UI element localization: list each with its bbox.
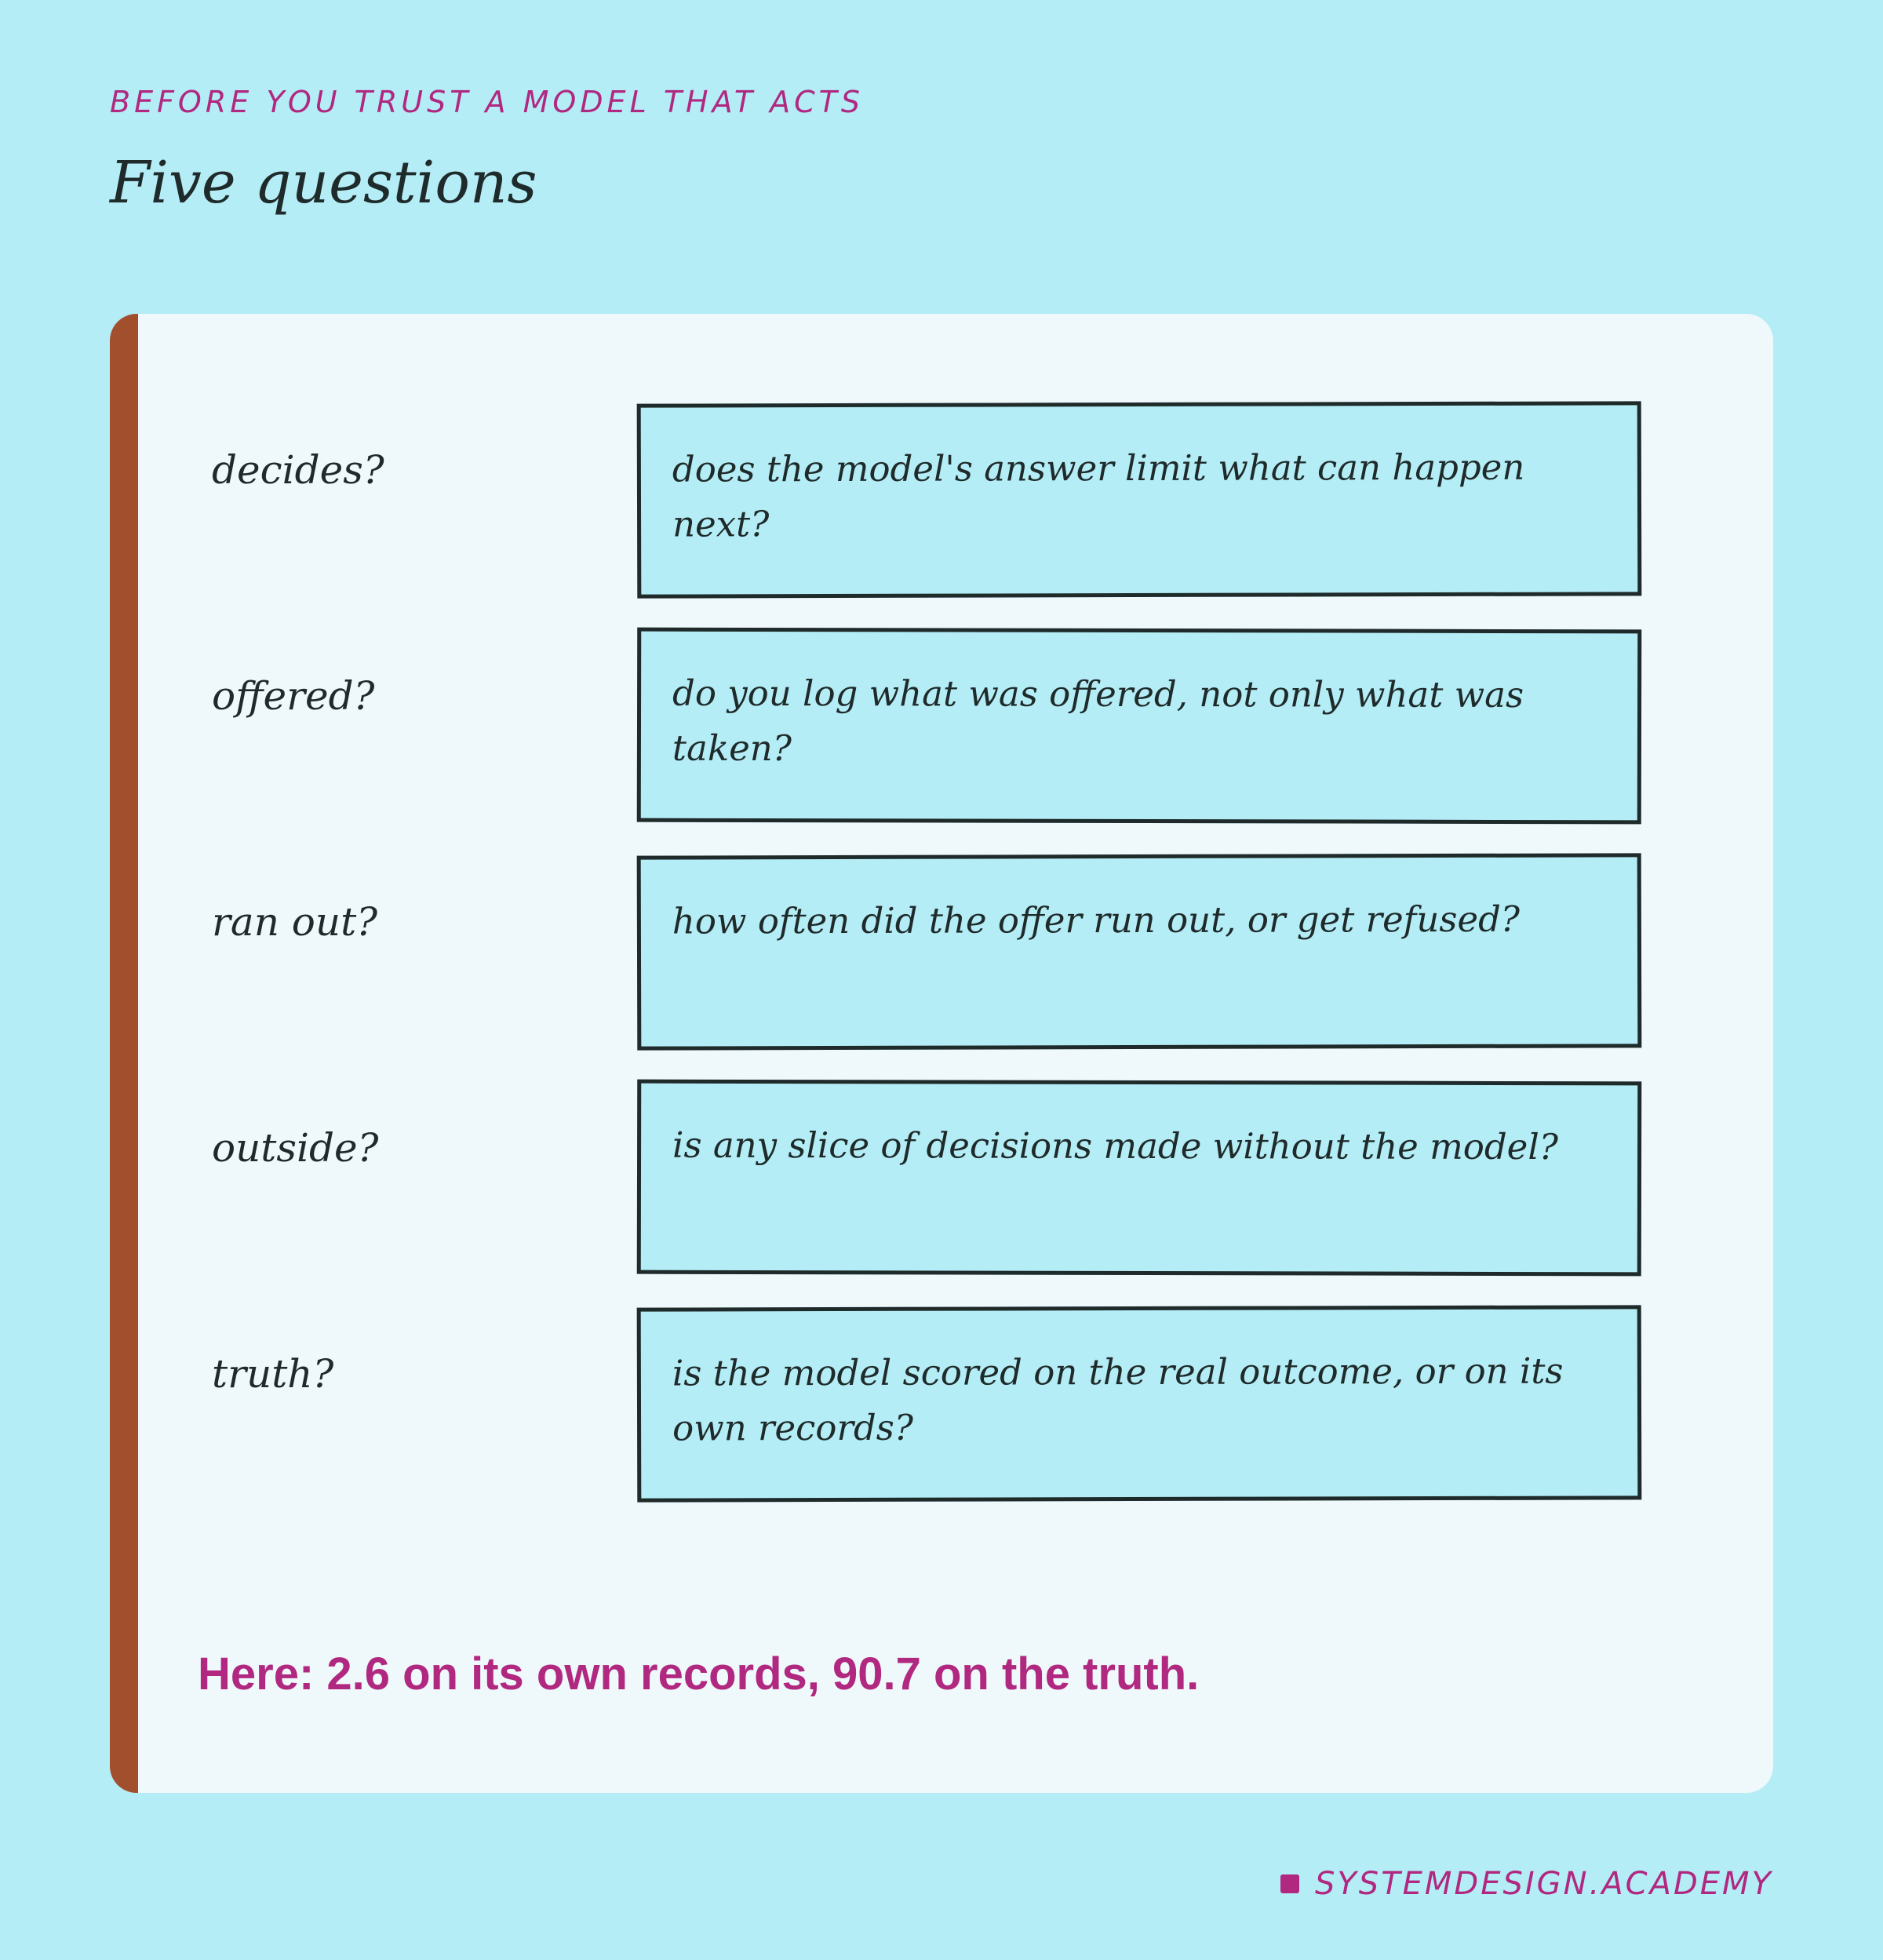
summary-statement: Here: 2.6 on its own records, 90.7 on the truth.	[198, 1649, 1200, 1700]
row-label-outside: outside?	[212, 1125, 379, 1171]
question-box-ran-out: how often did the offer run out, or get refused?	[637, 853, 1642, 1050]
brand-text: SYSTEMDESIGN.ACADEMY	[1314, 1866, 1773, 1902]
card-accent-bar	[110, 314, 138, 1793]
page-title: Five questions	[110, 149, 537, 217]
question-box-decides: does the model's answer limit what can happen next?	[637, 401, 1642, 598]
row-label-ran-out: ran out?	[212, 899, 378, 945]
row-label-decides: decides?	[212, 447, 384, 493]
eyebrow-heading: BEFORE YOU TRUST A MODEL THAT ACTS	[110, 85, 864, 119]
row-label-offered: offered?	[212, 673, 375, 719]
square-bullet-icon	[1280, 1874, 1299, 1893]
question-box-truth: is the model scored on the real outcome, or on its own records?	[637, 1305, 1642, 1502]
question-box-outside: is any slice of decisions made without the model?	[637, 1080, 1642, 1277]
row-label-truth: truth?	[212, 1351, 334, 1397]
questions-card	[110, 314, 1773, 1793]
brand-link[interactable]	[1280, 1866, 1773, 1902]
question-box-offered: do you log what was offered, not only what was taken?	[637, 628, 1642, 825]
